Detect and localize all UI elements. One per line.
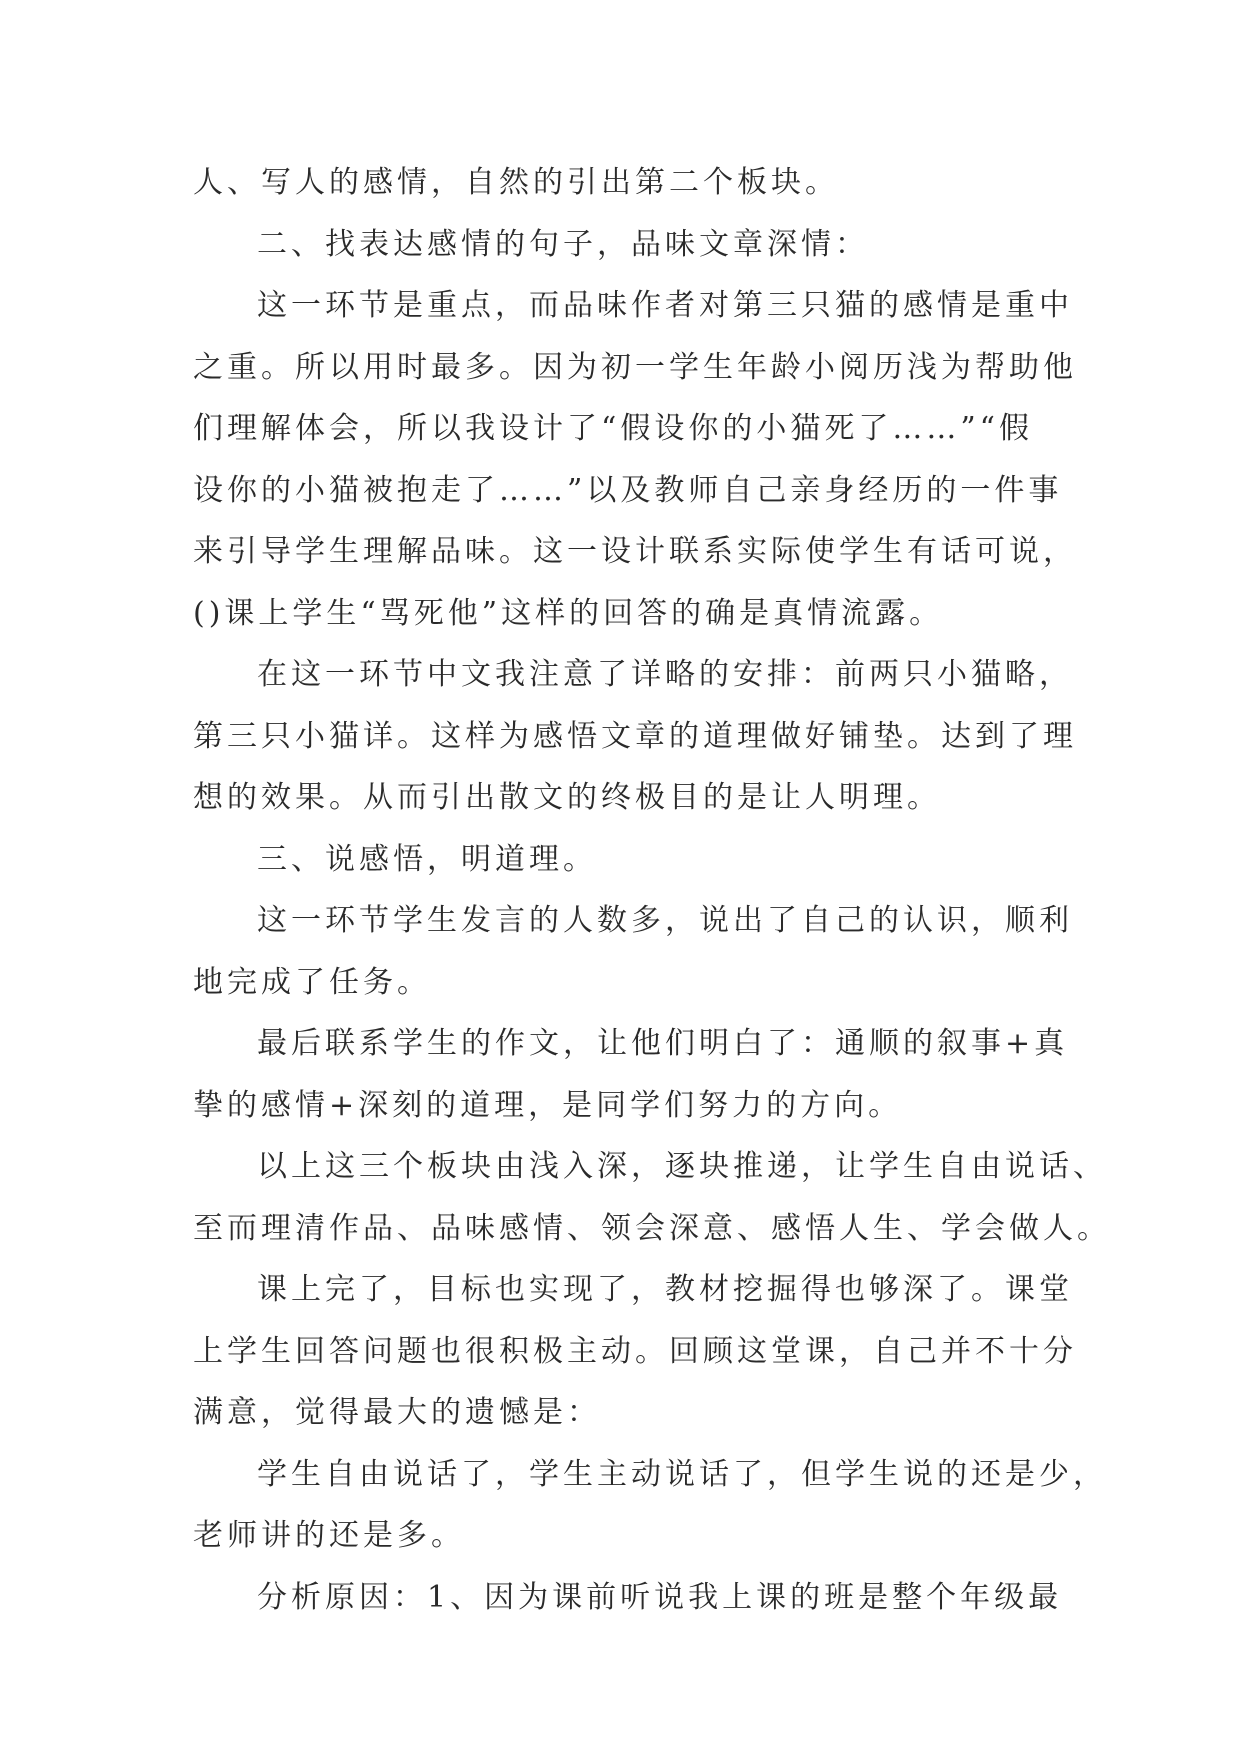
text-line: 设你的小猫被抱走了……”以及教师自己亲身经历的一件事 bbox=[193, 472, 1063, 508]
text-line: 之重。所以用时最多。因为初一学生年龄小阅历浅为帮助他 bbox=[193, 349, 1077, 385]
text-line: 来引导学生理解品味。这一设计联系实际使学生有话可说， bbox=[193, 534, 1077, 569]
text-line: 最后联系学生的作文，让他们明白了：通顺的叙事+真 bbox=[257, 1026, 1069, 1061]
text-line: 地完成了任务。 bbox=[193, 964, 431, 1000]
text-line: ()课上学生“骂死他”这样的回答的确是真情流露。 bbox=[193, 595, 944, 631]
text-line: 分析原因：1、因为课前听说我上课的班是整个年级最 bbox=[257, 1579, 1063, 1615]
text-line: 上学生回答问题也很积极主动。回顾这堂课，自己并不十分 bbox=[193, 1333, 1077, 1369]
text-line: 老师讲的还是多。 bbox=[193, 1518, 465, 1553]
text-line: 课上完了，目标也实现了，教材挖掘得也够深了。课堂 bbox=[257, 1272, 1073, 1307]
text-line: 学生自由说话了，学生主动说话了，但学生说的还是少， bbox=[257, 1456, 1107, 1492]
text-line: 二、找表达感情的句子，品味文章深情： bbox=[257, 226, 869, 262]
text-line: 这一环节是重点，而品味作者对第三只猫的感情是重中 bbox=[257, 288, 1073, 323]
text-line: 们理解体会，所以我设计了“假设你的小猫死了……”“假 bbox=[193, 411, 1034, 446]
text-line: 想的效果。从而引出散文的终极目的是让人明理。 bbox=[193, 780, 941, 815]
text-line: 三、说感悟，明道理。 bbox=[257, 841, 597, 877]
text-line: 人、写人的感情，自然的引出第二个板块。 bbox=[193, 165, 839, 200]
text-line: 第三只小猫详。这样为感悟文章的道理做好铺垫。达到了理 bbox=[193, 718, 1077, 754]
text-line: 挚的感情+深刻的道理，是同学们努力的方向。 bbox=[193, 1087, 903, 1123]
text-line: 这一环节学生发言的人数多，说出了自己的认识，顺利 bbox=[257, 903, 1073, 938]
text-line: 以上这三个板块由浅入深，逐块推递，让学生自由说话、 bbox=[257, 1149, 1107, 1184]
text-line: 满意，觉得最大的遗憾是： bbox=[193, 1395, 601, 1430]
body-text bbox=[193, 152, 1111, 1628]
text-line: 在这一环节中文我注意了详略的安排：前两只小猫略， bbox=[257, 657, 1073, 692]
text-line: 至而理清作品、品味感情、领会深意、感悟人生、学会做人。 bbox=[193, 1210, 1111, 1246]
